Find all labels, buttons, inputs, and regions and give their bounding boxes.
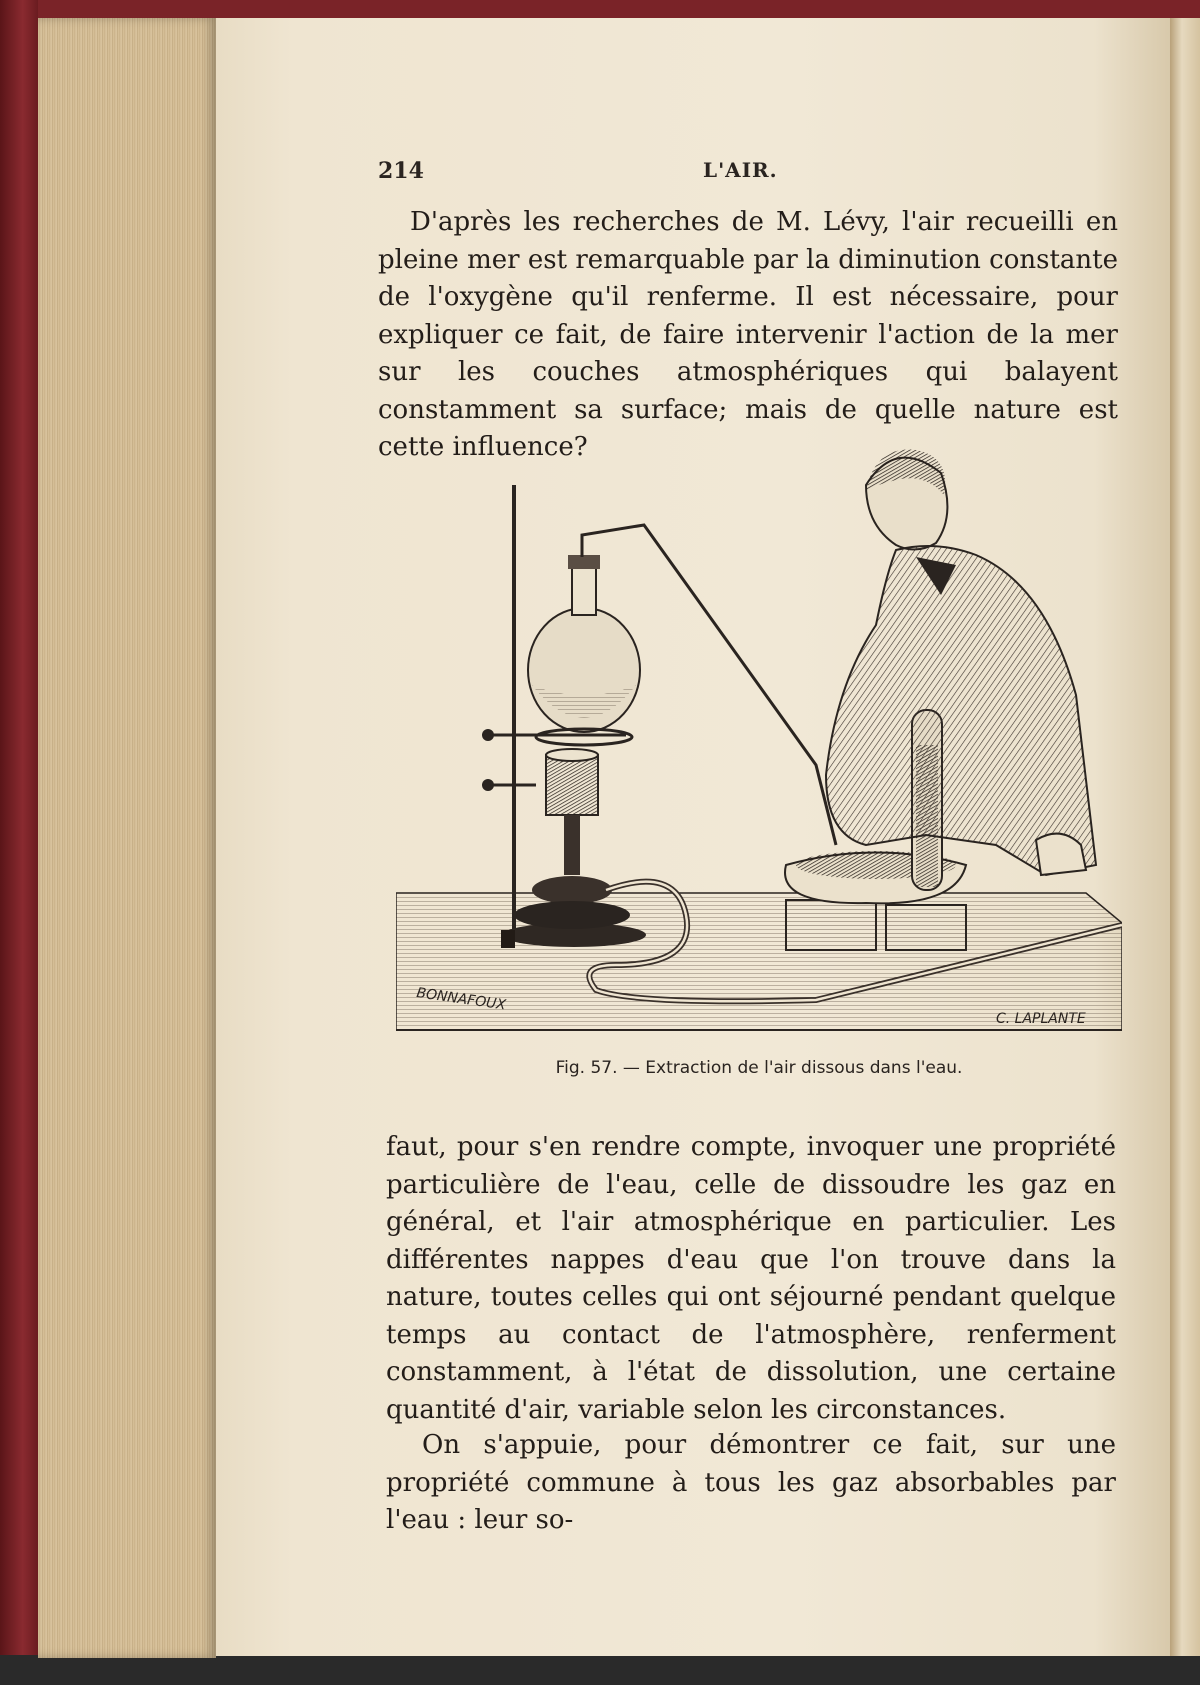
engraver-signature-left: BONNAFOUX: [415, 985, 507, 1014]
next-page-edge: [1170, 18, 1200, 1656]
paragraph-3: On s'appuie, pour démontrer ce fait, sur une propriété commune à tous les gaz absorbables par l'eau : leur so-: [386, 1430, 1116, 1535]
figure-caption: Fig. 57. — Extraction de l'air dissous dans l'eau.: [555, 1058, 963, 1078]
background-bottom: [0, 1655, 1200, 1685]
paragraph-1: D'après les recherches de M. Lévy, l'air recueilli en pleine mer est remarquable par la diminution constante de l'oxygène qu'il renferme. Il est nécessaire, pour expliquer ce fait, de faire intervenir l'action de la mer sur les couches atmosphériques qui balayent constamment sa surface; mais de quelle nature est cette influence?: [378, 207, 1118, 462]
page-number: 214: [378, 158, 424, 184]
running-head: L'AIR.: [703, 158, 778, 182]
paragraph-2: faut, pour s'en rendre compte, invoquer une propriété particulière de l'eau, celle de dissoudre les gaz en général, et l'air atmosphérique en particulier. Les différentes nappes d'eau que l'on trouve dans la nature, toutes celles qui ont séjourné pendant quelque temps au contact de l'atmosphère, renferment constamment, à l'état de dissolution, une certaine quantité d'air, variable selon les circonstances.: [386, 1132, 1116, 1425]
book-cover-spine: [0, 0, 38, 1685]
engraving-illustration: [396, 445, 1122, 1045]
chemist-figure: [826, 450, 1096, 876]
engraver-signature-right: C. LAPLANTE: [996, 1011, 1086, 1027]
round-flask: [528, 555, 640, 745]
figure-57: [396, 445, 1122, 1078]
page-edges: [38, 18, 216, 1658]
page-header: [378, 158, 1118, 194]
